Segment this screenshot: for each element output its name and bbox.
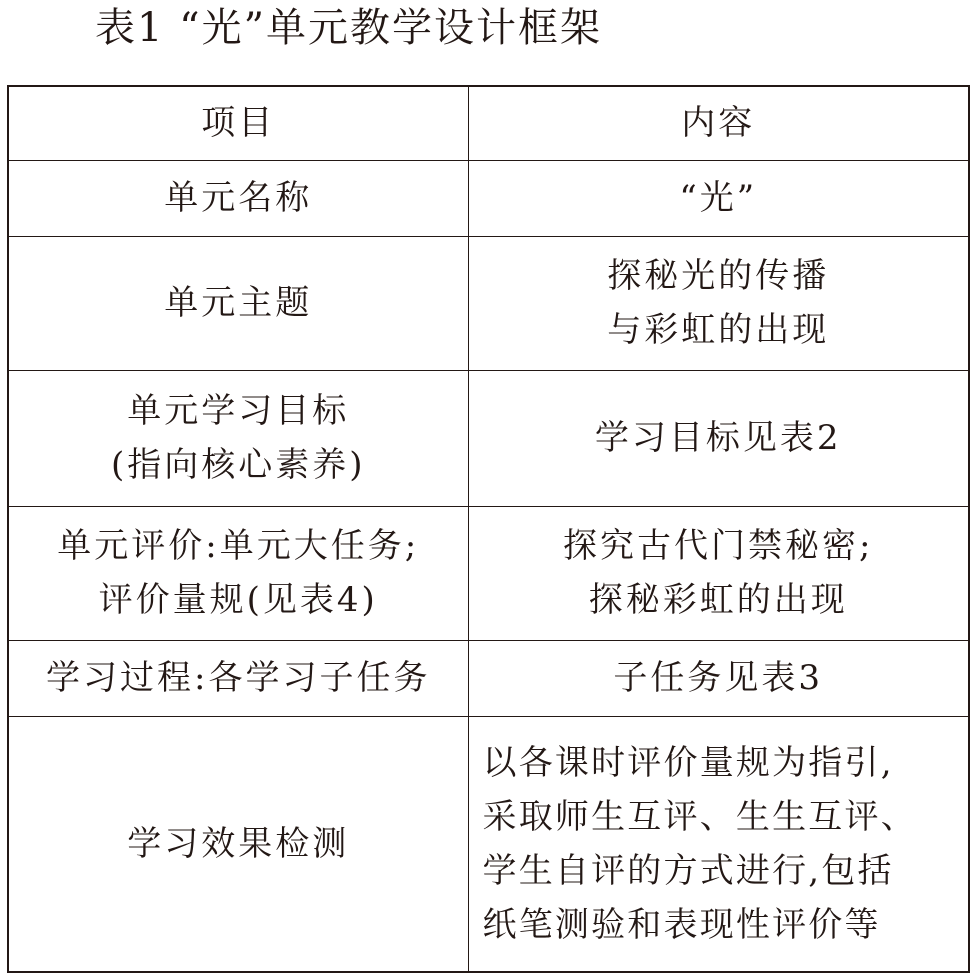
unit-design-framework-table: [7, 85, 970, 973]
table-row: [8, 716, 969, 972]
row-content-unit-name: “光”: [468, 160, 969, 236]
row-item-unit-theme: 单元主题: [8, 236, 468, 370]
row-item-unit-name: 单元名称: [8, 160, 468, 236]
table-row: [8, 640, 969, 716]
table-row: [8, 370, 969, 506]
row-item-effect-assessment: 学习效果检测: [8, 716, 468, 972]
table-row: [8, 236, 969, 370]
row-item-unit-evaluation: 单元评价:单元大任务; 评价量规(见表4): [8, 506, 468, 640]
row-content-unit-theme: 探秘光的传播 与彩虹的出现: [468, 236, 969, 370]
table-caption: 表1 “光”单元教学设计框架: [95, 5, 603, 51]
row-content-effect-assessment: 以各课时评价量规为指引, 采取师生互评、生生互评、 学生自评的方式进行,包括 纸笔测验和表现性评价等: [468, 716, 969, 972]
table-row: [8, 506, 969, 640]
header-content: 内容: [468, 86, 969, 160]
row-content-learning-goals: 学习目标见表2: [468, 370, 969, 506]
table-header-row: [8, 86, 969, 160]
table-row: [8, 160, 969, 236]
row-item-learning-process: 学习过程:各学习子任务: [8, 640, 468, 716]
row-content-learning-process: 子任务见表3: [468, 640, 969, 716]
row-item-learning-goals: 单元学习目标 (指向核心素养): [8, 370, 468, 506]
header-item: 项目: [8, 86, 468, 160]
row-content-unit-evaluation: 探究古代门禁秘密; 探秘彩虹的出现: [468, 506, 969, 640]
